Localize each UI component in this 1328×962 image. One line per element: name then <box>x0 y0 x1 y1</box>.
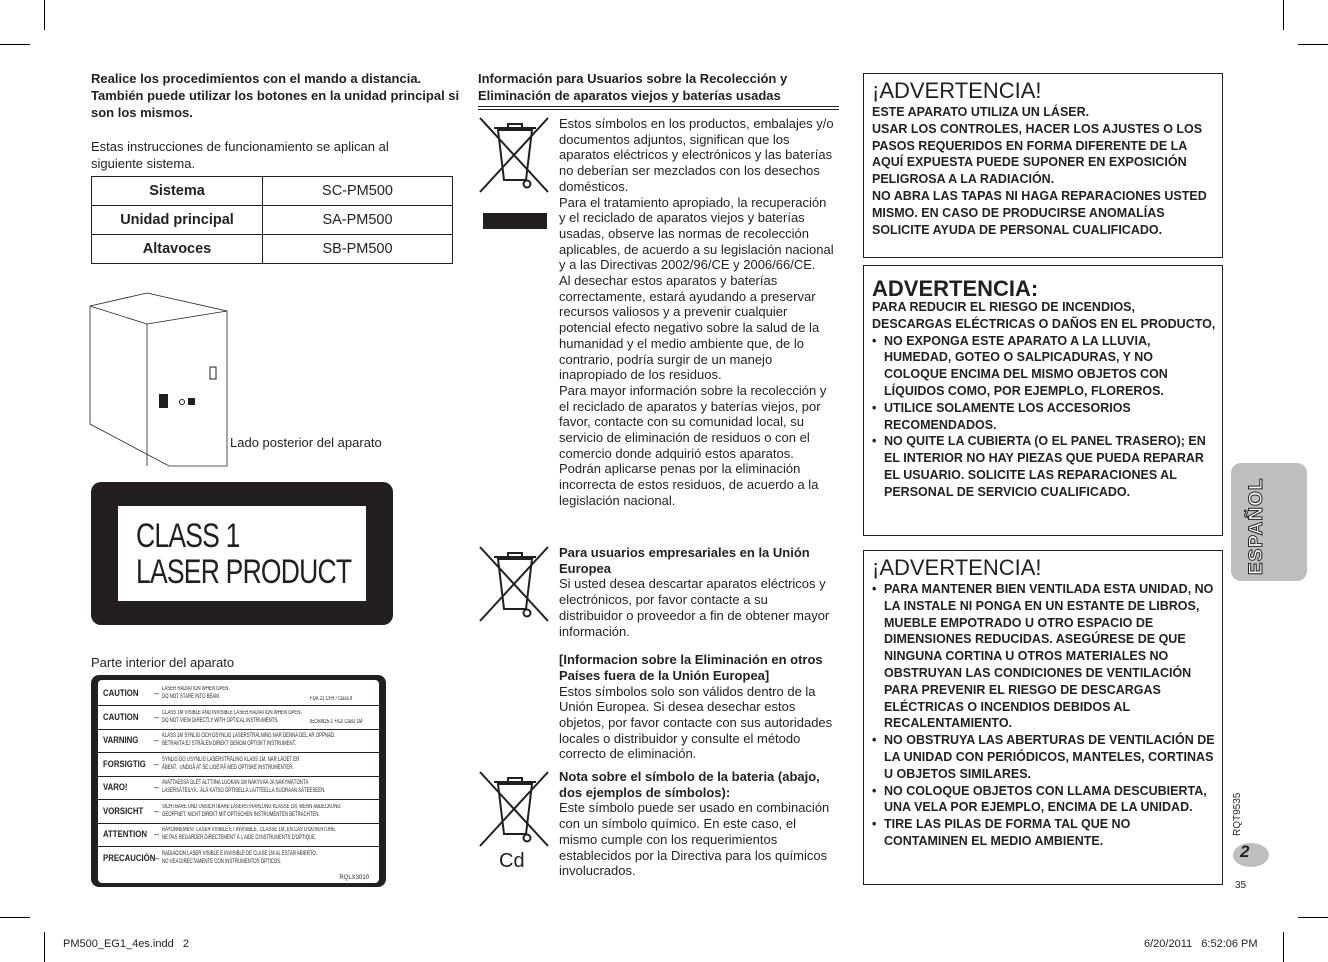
crossed-bin-icon <box>478 545 552 625</box>
outside-eu-title: [Informacion sobre la Eliminación en otros Países fuera de la Unión Europea] <box>559 652 823 683</box>
warning-body <box>872 299 1217 501</box>
caution-label-code: RQLX3010 <box>339 875 369 881</box>
crop-mark <box>44 0 45 30</box>
caution-row-text: SYNLIG OG USYNLIG LASERSTRÅLING KLASS 1M, NÅR LÅGET ER ÅBENT. UNDGÅ AT SE LIGE PÅ MED OPTISKE INSTRUMENTER. <box>162 756 300 771</box>
doc-code: RQT9535 <box>1232 792 1243 836</box>
table-row <box>92 235 453 264</box>
caution-row-label: VORSICHT <box>103 805 144 817</box>
caution-row-dash: – <box>154 805 160 816</box>
language-tab-label: ESPAÑOL <box>1246 477 1267 575</box>
caution-row-dash: – <box>154 758 160 769</box>
warning-bullet: • NO EXPONGA ESTE APARATO A LA LLUVIA, HUMEDAD, GOTEO O SALPICADURAS, Y NO COLOQUE ENCIMA DEL MISMO OBJETOS CON LÍQUIDOS COMO, POR EJEMPLO, FLOREROS. <box>872 333 1217 400</box>
warning-bullet: • NO OBSTRUYA LAS ABERTURAS DE VENTILACIÓN DE LA UNIDAD CON PERIÓDICOS, MANTELES, CORTINAS U OBJETOS SIMILARES. <box>872 732 1217 782</box>
inside-caption: Parte interior del aparato <box>91 655 235 670</box>
crop-mark <box>0 44 30 45</box>
warning-bullet: • PARA MANTENER BIEN VENTILADA ESTA UNIDAD, NO LA INSTALE NI PONGA EN UN ESTANTE DE LIBROS, MUEBLE EMPOTRADO U OTRO ESPACIO DE DIMENSIONES REDUCIDAS. ASEGÚRESE DE QUE NINGUNA CORTINA U OTROS MATERIALES NO OBSTRUYAN LAS CONDICIONES DE VENTILACIÓN PARA PREVENIR EL RIESGO DE DESCARGAS ELÉCTRICAS O INCENDIOS DEBIDOS AL RECALENTAMIENTO. <box>872 581 1217 732</box>
laser-label-text <box>136 518 351 590</box>
disposal-heading: Información para Usuarios sobre la Recolección y Eliminación de aparatos viejos y baterías usadas <box>478 71 788 103</box>
caution-row <box>98 753 379 777</box>
footer-filename: PM500_EG1_4es.indd 2 <box>63 938 189 950</box>
warning-body <box>872 581 1217 850</box>
caution-row-dash: – <box>154 711 160 722</box>
caution-row-label: ATTENTION <box>103 829 147 840</box>
caution-row-text: RAYONNEMENT LASER VISIBLE ET INVISIBLE, CLASSE 1M, EN CAS D'OUVERTURE. NE PAS REGARDER DIRECTEMENT À L'AIDE D'INSTRUMENTS D'OPTIQUE. <box>162 827 337 841</box>
system-table <box>91 176 453 264</box>
laser-label-line1: CLASS 1 <box>136 517 240 555</box>
chemical-symbol: Cd <box>499 850 525 872</box>
caution-row-label: FORSIGTIG <box>103 758 146 770</box>
table-cell-value: SC-PM500 <box>263 177 453 206</box>
caution-row-text: KLASS 1M SYNLIG OCH OSYNLIG LASERSTRÅLNING NÄR DENNA DEL ÄR ÖPPNAD. BETRAKTA EJ STRÅLEN DIREKT GENOM OPTISKT INSTRUMENT. <box>162 733 336 747</box>
disposal-para: Estos símbolos en los productos, embalajes y/o documentos adjuntos, significan que los aparatos eléctricos y electrónicos y las baterías no deberían ser mezclados con los desechos domésticos. <box>559 116 834 194</box>
crossed-bin-icon <box>478 116 552 196</box>
caution-label-body <box>98 680 379 883</box>
footer-timestamp: 6/20/2011 6:52:06 PM <box>1144 938 1258 950</box>
language-tab <box>1231 463 1307 581</box>
caution-row-label: CAUTION <box>103 688 139 699</box>
warning-fire-box <box>863 265 1223 536</box>
warning-bullet: • NO COLOQUE OBJETOS CON LLAMA DESCUBIERTA, UNA VELA POR EJEMPLO, ENCIMA DE LA UNIDAD. <box>872 783 1217 817</box>
warning-title: ¡ADVERTENCIA! <box>872 78 1042 103</box>
caution-row <box>98 682 379 706</box>
crop-mark <box>1298 917 1328 918</box>
caution-row-text: AVATTAESSA OLET ALTTIINA LUOKAN 1M NÄKYVÄÄ JA NÄKYMÄTÖNTÄ LASERSÄTEILYÄ. ÄLÄ KATSO OPTISELLA LAITTEELLA SUORAAN SÄTEESEEN. <box>162 780 326 794</box>
caution-row-dash: – <box>154 735 160 745</box>
heading-rule <box>478 106 839 110</box>
caution-row-text: SICHTBARE UND UNSICHTBARE LASERSTRAHLUNG KLASSE 1M, WENN ABDECKUNG GEÖFFNET. NICHT DIREKT MIT OPTISCHEN INSTRUMENTEN BETRACHTEN. <box>162 803 341 818</box>
table-row <box>92 206 453 235</box>
disposal-para: Al desechar estos aparatos y baterías correctamente, estará ayudando a preservar recursos valiosos y a prevenir cualquier potencial efecto negativo sobre la salud de la humanidad y el medio ambiente que, de lo contrario, podría surgir de un manejo inapropiado de los residuos. <box>559 273 820 383</box>
caution-row <box>98 847 379 870</box>
caution-row <box>98 706 379 730</box>
crop-mark <box>0 917 30 918</box>
caution-row <box>98 729 379 753</box>
sub-page-number: 35 <box>1235 880 1247 891</box>
caution-row-dash: – <box>154 782 160 792</box>
business-section <box>559 545 835 762</box>
caution-row-text: LASER RADIATION WHEN OPEN. DO NOT STARE INTO BEAM. <box>162 686 230 700</box>
crossed-bin-icon <box>478 770 552 850</box>
page-number: 2 <box>1240 842 1250 861</box>
intro-text: Estas instrucciones de funcionamiento se aplican al siguiente sistema. <box>91 139 389 171</box>
warning-bullet: • TIRE LAS PILAS DE FORMA TAL QUE NO CONTAMINEN EL MEDIO AMBIENTE. <box>872 816 1217 850</box>
warning-intro: PARA REDUCIR EL RIESGO DE INCENDIOS, DESCARGAS ELÉCTRICAS O DAÑOS EN EL PRODUCTO, <box>872 300 1216 331</box>
crop-mark <box>1283 932 1284 962</box>
warning-title: ¡ADVERTENCIA! <box>872 555 1042 580</box>
crop-mark <box>1283 0 1284 30</box>
table-row <box>92 177 453 206</box>
caution-row-label: CAUTION <box>103 711 139 723</box>
caution-row-dash: – <box>154 829 160 839</box>
caution-row-standard: FDA 21 CFR / Class Ⅱ <box>310 696 353 702</box>
caution-row-label: VARO! <box>103 782 128 793</box>
rear-caption: Lado posterior del aparato <box>230 435 382 450</box>
disposal-para: Para mayor información sobre la recolección y el reciclado de aparatos y baterías viejos, por favor, contacte con su comunidad local, su servicio de eliminación de residuos o con el comercio donde adquirió estos aparatos. <box>559 382 827 461</box>
caution-row-label: PRECAUCIÓN <box>103 852 156 864</box>
business-text: Si usted desea descartar aparatos eléctricos y electrónicos, por favor contacte a su distribuidor o proveedor a fin de obtener mayor información. <box>559 576 830 639</box>
caution-row-dash: – <box>154 852 160 863</box>
table-cell-value: SB-PM500 <box>263 235 453 264</box>
caution-row <box>98 800 379 824</box>
intro-bold-text: Realice los procedimientos con el mando a distancia. También puede utilizar los botones en la unidad principal si son los mismos. <box>91 71 460 120</box>
caution-row-text: CLASS 1M VISIBLE AND INVISIBLE LASER RADIATION WHEN OPEN. DO NOT VIEW DIRECTLY WITH OPTICAL INSTRUMENTS. <box>162 709 302 724</box>
table-cell-label: Unidad principal <box>92 206 263 235</box>
outside-eu-text: Estos símbolos solo son válidos dentro de la Unión Europea. Si desea desechar estos objetos, por favor contacte con sus autoridades locales o distribuidor y consulte el método correcto de eliminación. <box>559 683 833 762</box>
crop-mark <box>44 932 45 962</box>
caution-row-dash: – <box>154 688 160 698</box>
laser-label-line2: LASER PRODUCT <box>136 553 352 591</box>
warning-bullet: • UTILICE SOLAMENTE LOS ACCESORIOS RECOMENDADOS. <box>872 400 1217 434</box>
caution-row-standard: IEC60825-1 +A2/ Class 1M <box>310 718 363 725</box>
caution-row <box>98 823 379 847</box>
disposal-para: Para el tratamiento apropiado, la recuperación y el reciclado de aparatos viejos y baterías usadas, observe las normas de recolección aplicables, de acuerdo a su legislación nacional y a las Directivas 2002/96/CE y 2006/66/CE. <box>559 194 834 273</box>
warning-title: ADVERTENCIA: <box>872 276 1039 301</box>
warning-bullet: • NO QUITE LA CUBIERTA (O EL PANEL TRASERO); EN EL INTERIOR NO HAY PIEZAS QUE PUEDA REPARAR EL USUARIO. SOLICITE LAS REPARACIONES AL PERSONAL DE SERVICIO CUALIFICADO. <box>872 433 1217 500</box>
battery-section <box>559 769 835 879</box>
table-cell-value: SA-PM500 <box>263 206 453 235</box>
table-cell-label: Altavoces <box>92 235 263 264</box>
unit-rear-illustration <box>89 292 229 467</box>
table-cell-label: Sistema <box>92 177 263 206</box>
crop-mark <box>1298 44 1328 45</box>
disposal-para: Podrán aplicarse penas por la eliminación incorrecta de estos residuos, de acuerdo a la legislación nacional. <box>559 461 819 508</box>
battery-text: Este símbolo puede ser usado en combinación con un símbolo químico. En este caso, el mismo cumple con los requerimientos establecidos por la Directiva para los químicos involucrados. <box>559 800 830 879</box>
caution-row <box>98 776 379 800</box>
disposal-paragraphs <box>559 116 835 509</box>
battery-title: Nota sobre el símbolo de la bateria (abajo, dos ejemplos de símbolos): <box>559 769 820 800</box>
caution-row-text: RADIACIÓN LASER VISIBLE E INVISIBLE DE CLASE 1M AL ESTAR ABIERTO. NO VEA DIRECTAMENTE CON INSTRUMENTOS ÓPTICOS. <box>162 850 317 865</box>
warning-laser-box <box>863 73 1223 258</box>
caution-row-label: VARNING <box>103 735 139 746</box>
business-title: Para usuarios empresariales en la Unión Europea <box>559 545 810 576</box>
warning-ventilation-box <box>863 550 1223 885</box>
caution-label <box>91 675 386 887</box>
warning-body: ESTE APARATO UTILIZA UN LÁSER. USAR LOS CONTROLES, HACER LOS AJUSTES O LOS PASOS REQUERIDOS EN FORMA DIFERENTE DE LA AQUÍ EXPUESTA PUEDE SUPONER EN EXPOSICIÓN PELIGROSA A LA RADIACIÓN. NO ABRA LAS TAPAS NI HAGA REPARACIONES USTED MISMO. EN CASO DE PRODUCIRSE ANOMALÍAS SOLICITE AYUDA DE PERSONAL CUALIFICADO. <box>872 105 1207 237</box>
page-number-badge <box>1233 843 1269 867</box>
date-bar <box>483 213 547 229</box>
